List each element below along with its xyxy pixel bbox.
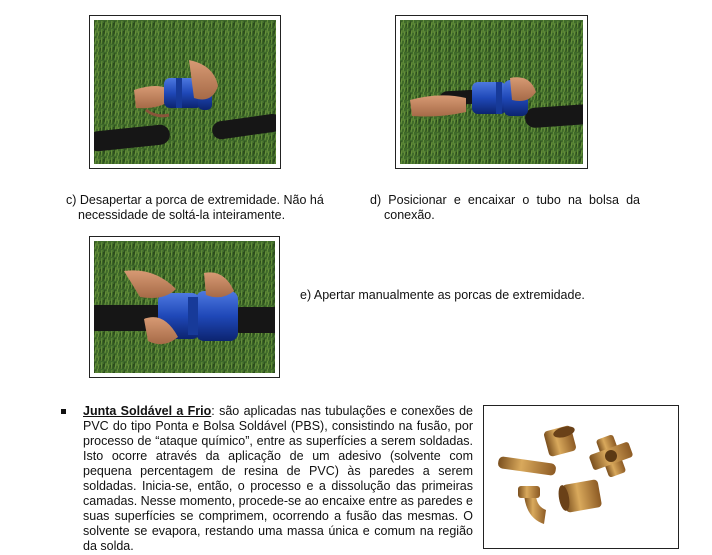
caption-c	[66, 193, 338, 223]
photo-e-image	[94, 241, 275, 373]
photo-c-image	[94, 20, 276, 164]
section-paragraph	[83, 404, 473, 554]
section-title-colon: :	[211, 404, 215, 418]
section-body: são aplicadas nas tubulações e conexões de PVC do tipo Ponta e Bolsa Soldável (PBS), consistindo na fusão, por processo de “ataque químico”, entre as superfícies a serem soldadas. Isto ocorre através da aplicação de um adesivo (solvente com pequena percentagem de resina de PVC) às paredes a serem soldadas. Inicia-se, então, o processo e a dissolução das primeiras camadas. Nesse momento, procede-se ao encaixe entre as paredes e suas superfícies se comprimem, ocorrendo a fusão das mesmas. O solvente se evapora, restando uma massa única e comum na região da solda.	[83, 404, 473, 553]
fittings-photo-frame	[483, 405, 679, 549]
caption-d-line1: d) Posicionar e encaixar o tubo na bolsa da	[370, 193, 640, 207]
fittings-photo-image	[484, 406, 678, 548]
bullet-marker	[61, 409, 66, 414]
photo-d-image	[400, 20, 583, 164]
caption-d	[370, 193, 640, 223]
section-title: Junta Soldável a Frio	[83, 404, 212, 418]
photo-d-frame	[395, 15, 588, 169]
photo-e-frame	[89, 236, 280, 378]
caption-e: e) Apertar manualmente as porcas de extremidade.	[300, 288, 585, 302]
caption-c-line2: necessidade de soltá-la inteiramente.	[78, 208, 286, 222]
caption-d-line2: conexão.	[384, 208, 435, 222]
photo-c-frame	[89, 15, 281, 169]
caption-c-line1: c) Desapertar a porca de extremidade. Não há	[66, 193, 324, 207]
